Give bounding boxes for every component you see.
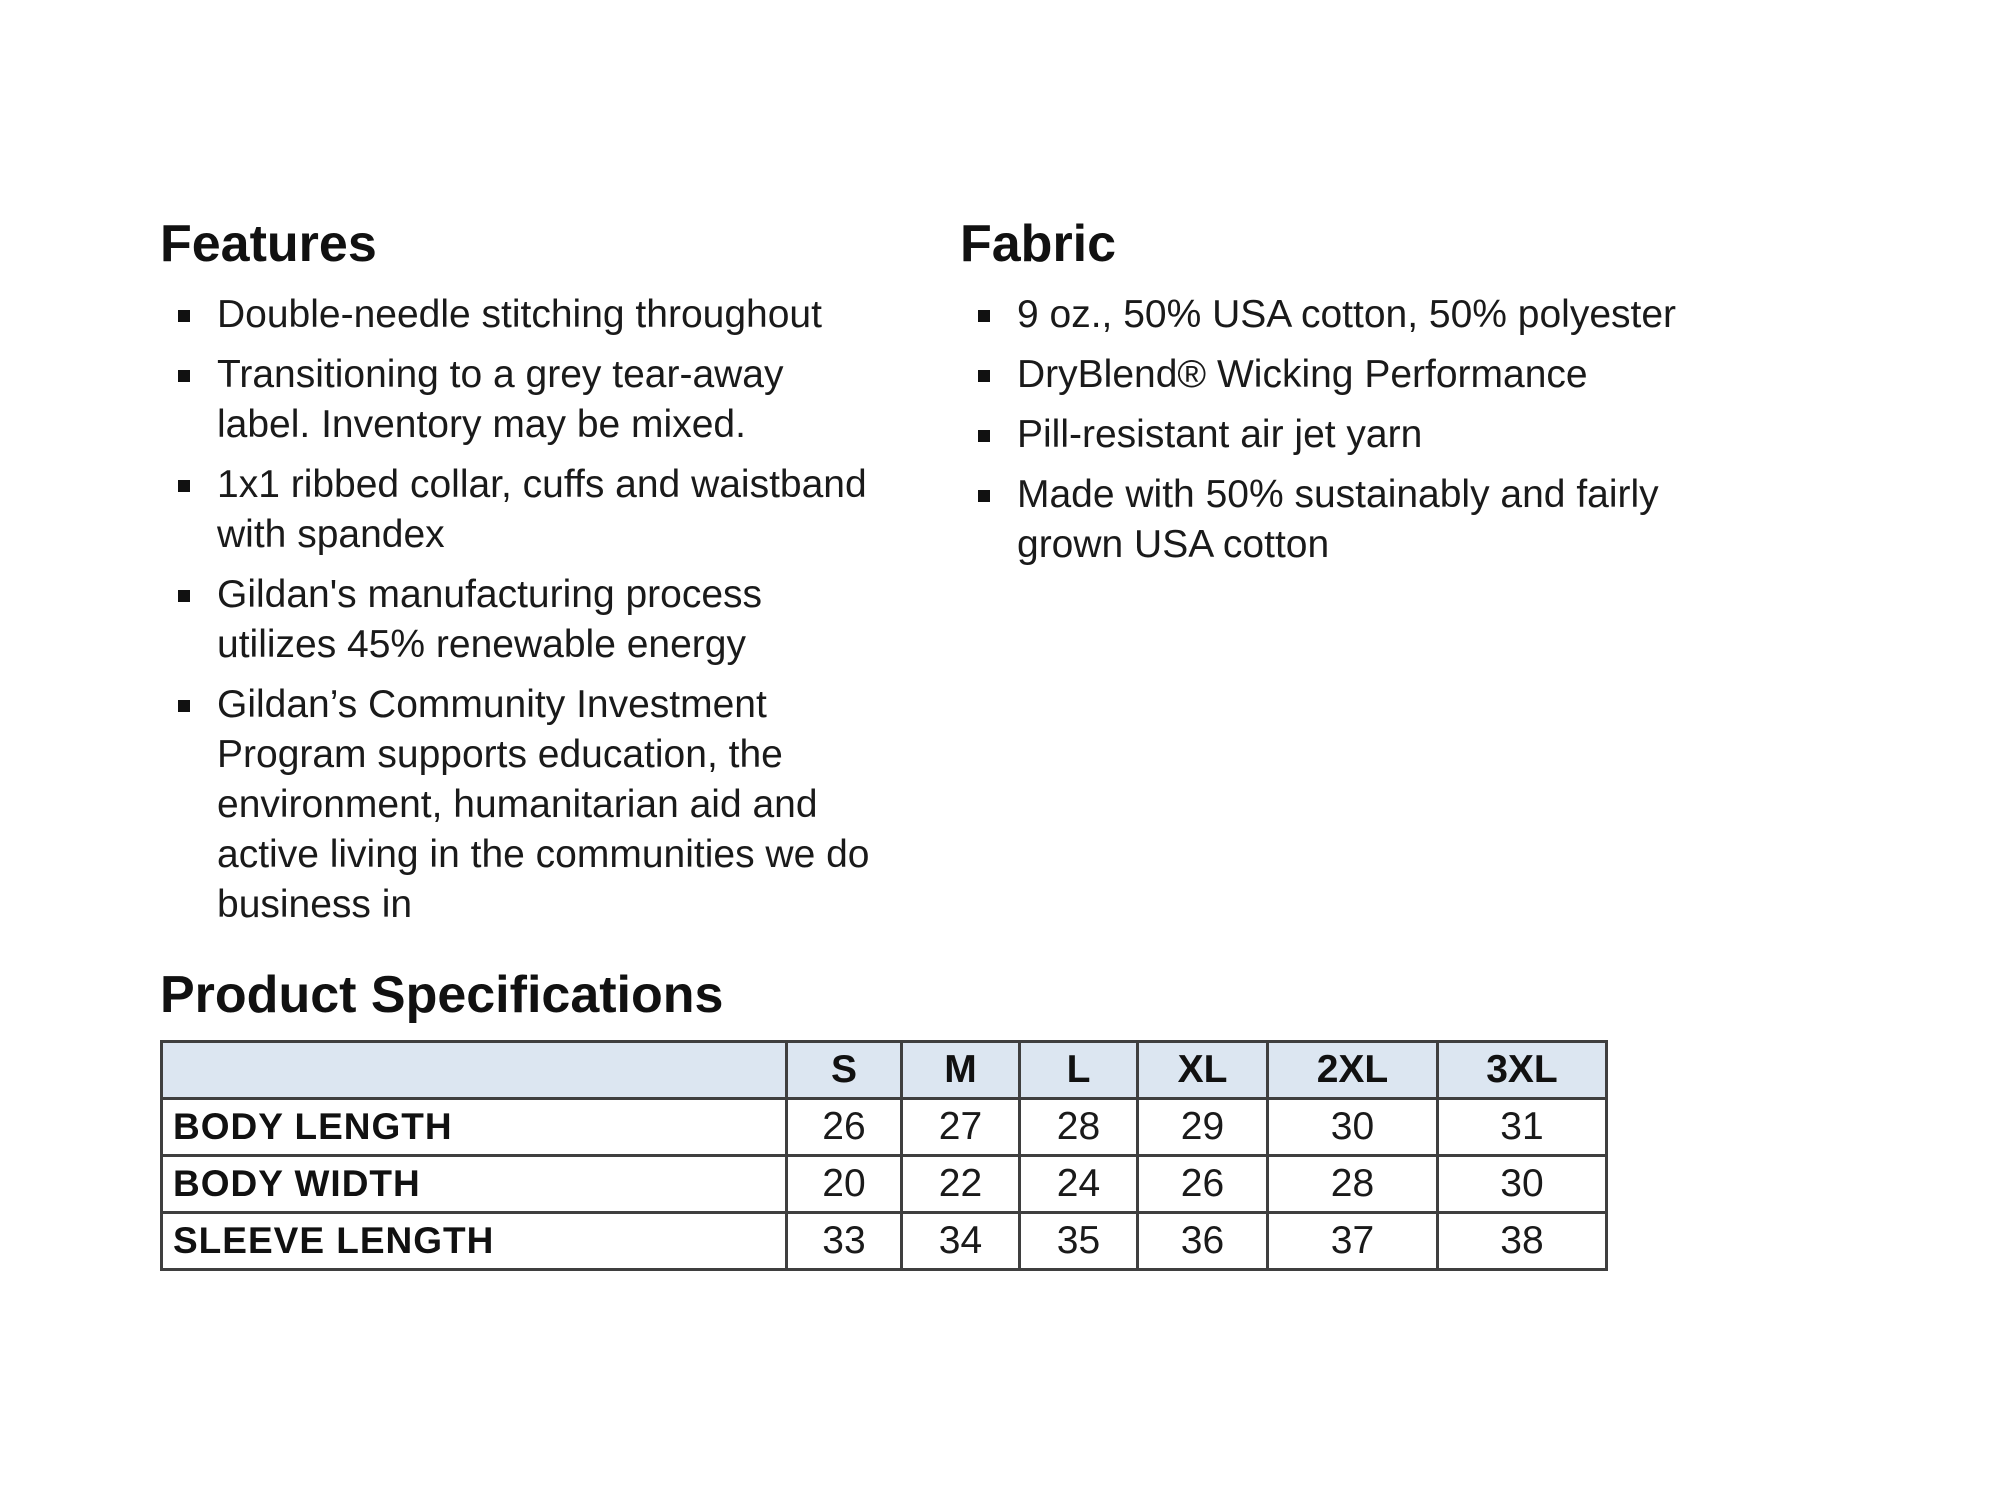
row-label: SLEEVE LENGTH (162, 1213, 787, 1270)
feature-item-text: Double-needle stitching throughout (217, 293, 822, 336)
table-cell: 37 (1268, 1213, 1438, 1270)
table-cell: 27 (902, 1099, 1020, 1156)
table-cell: 29 (1138, 1099, 1268, 1156)
size-header: 2XL (1268, 1042, 1438, 1099)
square-bullet-icon (178, 700, 190, 712)
fabric-item (960, 470, 1680, 570)
fabric-item (960, 350, 1680, 400)
table-cell: 26 (787, 1099, 902, 1156)
size-header: L (1020, 1042, 1138, 1099)
table-row (162, 1156, 1607, 1213)
feature-item (160, 680, 880, 930)
square-bullet-icon (978, 430, 990, 442)
fabric-item-text: Made with 50% sustainably and fairly grown USA cotton (1017, 473, 1659, 566)
fabric-list (960, 290, 1680, 580)
feature-item (160, 290, 880, 340)
square-bullet-icon (978, 310, 990, 322)
feature-item (160, 350, 880, 450)
size-header: 3XL (1438, 1042, 1607, 1099)
table-cell: 34 (902, 1213, 1020, 1270)
feature-item-text: Gildan’s Community Investment Program supports education, the environment, humanitarian aid and active living in the communities we do business in (217, 683, 870, 926)
table-cell: 24 (1020, 1156, 1138, 1213)
fabric-item (960, 410, 1680, 460)
feature-item (160, 460, 880, 560)
square-bullet-icon (978, 370, 990, 382)
table-cell: 20 (787, 1156, 902, 1213)
size-header: S (787, 1042, 902, 1099)
table-cell: 28 (1268, 1156, 1438, 1213)
square-bullet-icon (178, 370, 190, 382)
row-label: BODY WIDTH (162, 1156, 787, 1213)
feature-item-text: Transitioning to a grey tear-away label. Inventory may be mixed. (217, 353, 784, 446)
feature-item (160, 570, 880, 670)
table-cell: 33 (787, 1213, 902, 1270)
table-cell: 31 (1438, 1099, 1607, 1156)
table-cell: 36 (1138, 1213, 1268, 1270)
size-spec-table (160, 1040, 1608, 1271)
table-cell: 28 (1020, 1099, 1138, 1156)
table-row (162, 1213, 1607, 1270)
table-cell: 22 (902, 1156, 1020, 1213)
table-row (162, 1099, 1607, 1156)
fabric-item-text: Pill-resistant air jet yarn (1017, 413, 1423, 456)
product-specifications-heading: Product Specifications (160, 966, 724, 1024)
fabric-item-text: 9 oz., 50% USA cotton, 50% polyester (1017, 293, 1677, 336)
fabric-item (960, 290, 1680, 340)
square-bullet-icon (178, 310, 190, 322)
features-heading: Features (160, 215, 377, 273)
size-header: M (902, 1042, 1020, 1099)
square-bullet-icon (978, 490, 990, 502)
row-label: BODY LENGTH (162, 1099, 787, 1156)
square-bullet-icon (178, 590, 190, 602)
features-list (160, 290, 880, 940)
table-cell: 30 (1268, 1099, 1438, 1156)
fabric-item-text: DryBlend® Wicking Performance (1017, 353, 1588, 396)
table-cell: 26 (1138, 1156, 1268, 1213)
square-bullet-icon (178, 480, 190, 492)
table-cell: 38 (1438, 1213, 1607, 1270)
header-empty-cell (162, 1042, 787, 1099)
size-header: XL (1138, 1042, 1268, 1099)
table-header-row (162, 1042, 1607, 1099)
fabric-heading: Fabric (960, 215, 1117, 273)
feature-item-text: 1x1 ribbed collar, cuffs and waistband with spandex (217, 463, 867, 556)
table-cell: 30 (1438, 1156, 1607, 1213)
table-cell: 35 (1020, 1213, 1138, 1270)
feature-item-text: Gildan's manufacturing process utilizes 45% renewable energy (217, 573, 763, 666)
